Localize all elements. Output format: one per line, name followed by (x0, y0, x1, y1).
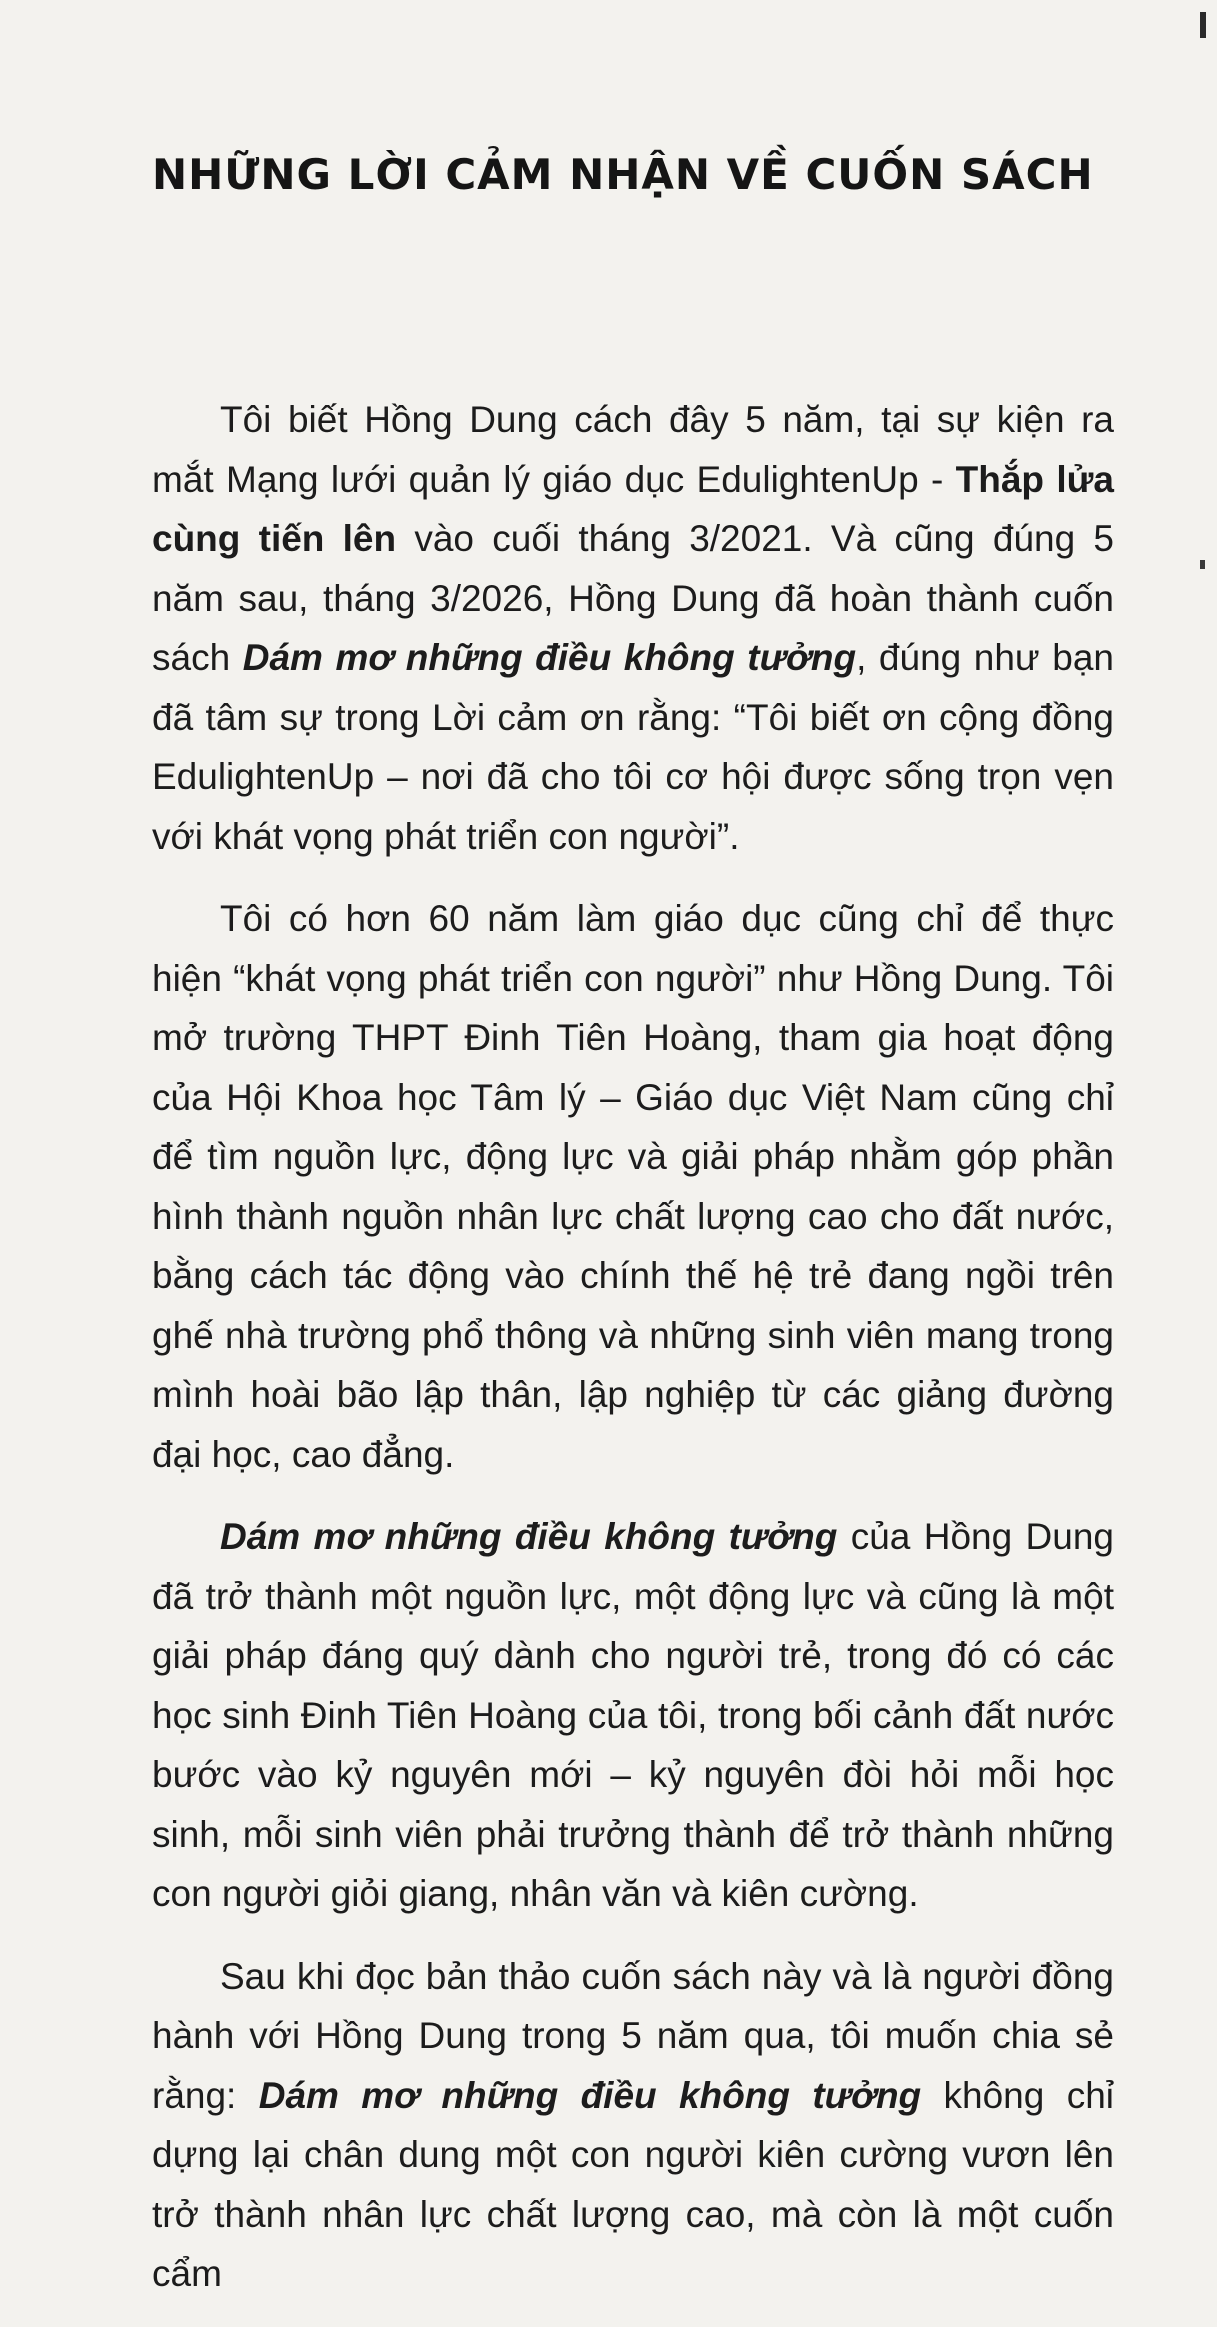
paragraph-4-text-b: không chỉ dựng lại chân dung một con người kiên cường vươn lên trở thành nhân lực chất lượng cao, mà còn là một cuốn cẩm (152, 2074, 1114, 2294)
page-edge-dot (1200, 560, 1205, 569)
page-edge-mark (1200, 12, 1206, 38)
paragraph-1-text-c: , đúng như bạn đã tâm sự trong Lời cảm ơn rằng: “Tôi biết ơn cộng đồng EdulightenUp – nơi đã cho tôi cơ hội được sống trọn vẹn với khát vọng phát triển con người”. (152, 637, 1114, 857)
paragraph-4 (152, 1947, 1114, 2304)
paragraph-3-book-title: Dám mơ những điều không tưởng (220, 1516, 838, 1557)
paragraph-2-text: Tôi có hơn 60 năm làm giáo dục cũng chỉ để thực hiện “khát vọng phát triển con người” như Hồng Dung. Tôi mở trường THPT Đinh Tiên Hoàng, tham gia hoạt động của Hội Khoa học Tâm lý – Giáo dục Việt Nam cũng chỉ để tìm nguồn lực, động lực và giải pháp nhằm góp phần hình thành nguồn nhân lực chất lượng cao cho đất nước, bằng cách tác động vào chính thế hệ trẻ đang ngồi trên ghế nhà trường phổ thông và những sinh viên mang trong mình hoài bão lập thân, lập nghiệp từ các giảng đường đại học, cao đẳng. (152, 898, 1114, 1475)
paragraph-1-text-a: Tôi biết Hồng Dung cách đây 5 năm, tại sự kiện ra mắt Mạng lưới quản lý giáo dục EdulightenUp - (152, 399, 1114, 500)
page-heading: NHỮNG LỜI CẢM NHẬN VỀ CUỐN SÁCH (152, 150, 1094, 199)
paragraph-4-text-a: Sau khi đọc bản thảo cuốn sách này và là người đồng hành với Hồng Dung trong 5 năm qua, tôi muốn chia sẻ rằng: (152, 1955, 1114, 2116)
paragraph-1-text-b: vào cuối tháng 3/2021. Và cũng đúng 5 năm sau, tháng 3/2026, Hồng Dung đã hoàn thành cuốn sách (152, 518, 1114, 678)
paragraph-3-text: của Hồng Dung đã trở thành một nguồn lực, một động lực và cũng là một giải pháp đáng quý dành cho người trẻ, trong đó có các học sinh Đinh Tiên Hoàng của tôi, trong bối cảnh đất nước bước vào kỷ nguyên mới – kỷ nguyên đòi hỏi mỗi học sinh, mỗi sinh viên phải trưởng thành để trở thành những con người giỏi giang, nhân văn và kiên cường. (152, 1516, 1114, 1914)
paragraph-4-book-title: Dám mơ những điều không tưởng (258, 2074, 922, 2116)
paragraph-1-bold-phrase: Thắp lửa cùng tiến lên (152, 458, 1114, 559)
body-text (152, 390, 1114, 2327)
paragraph-1 (152, 390, 1114, 866)
paragraph-3 (152, 1507, 1114, 1924)
paragraph-1-book-title: Dám mơ những điều không tưởng (242, 637, 857, 678)
paragraph-2 (152, 889, 1114, 1484)
